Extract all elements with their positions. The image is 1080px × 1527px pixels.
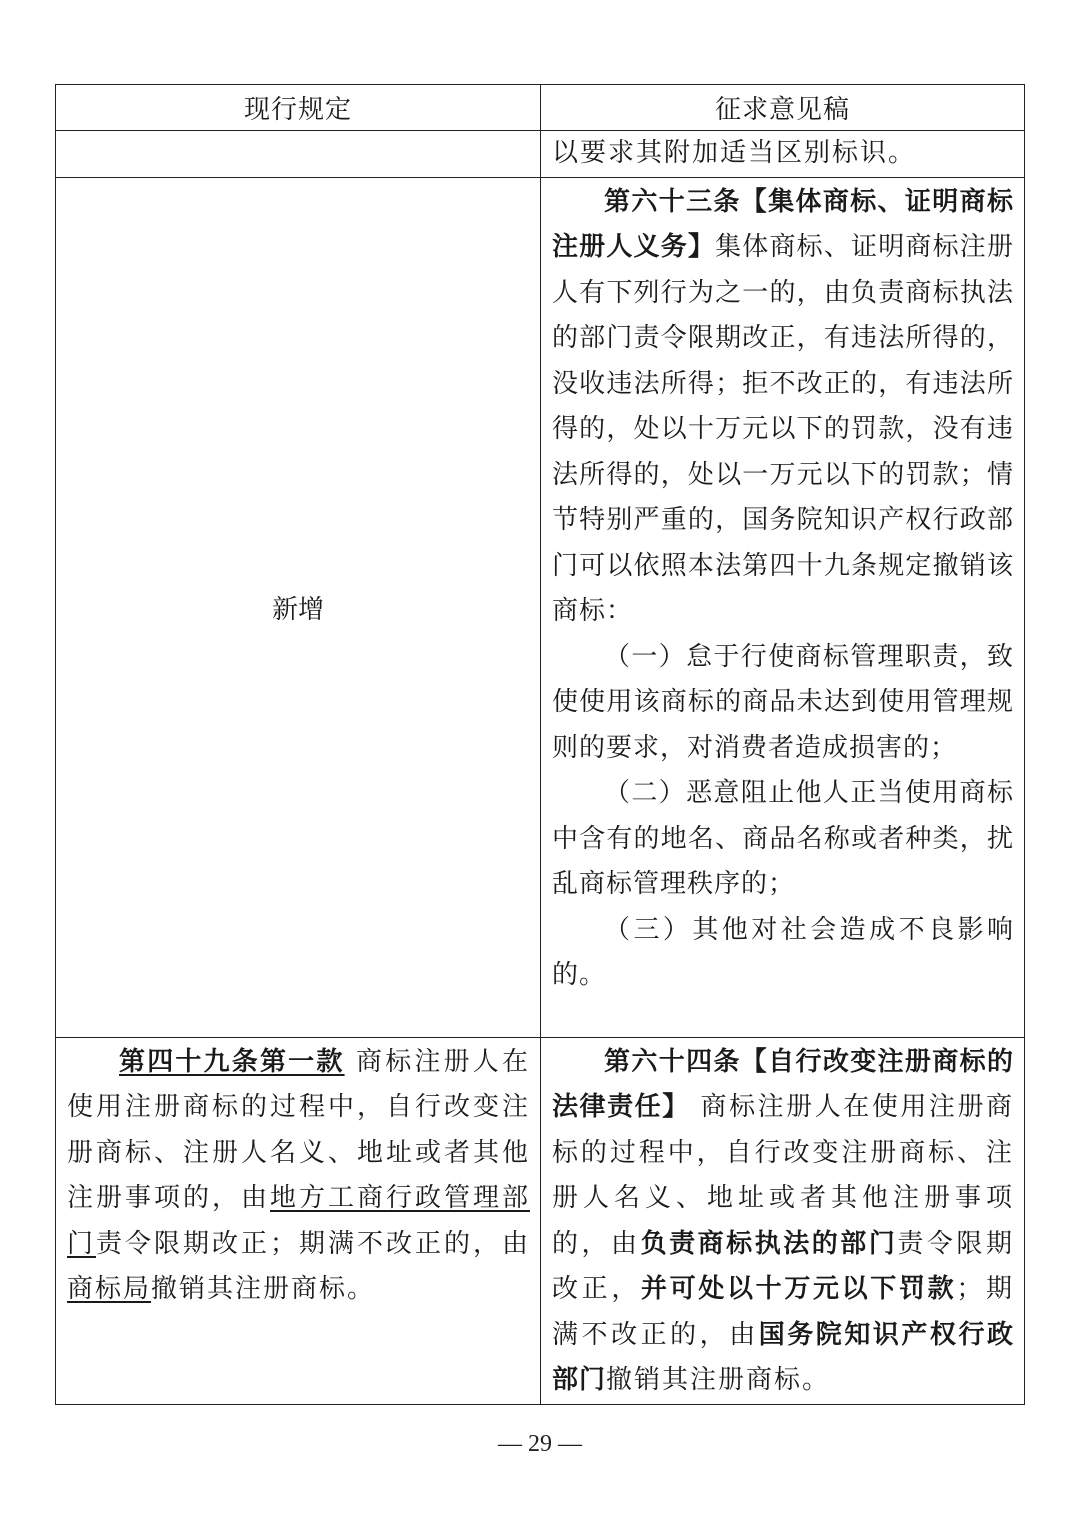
row3-left-cell xyxy=(56,1037,541,1404)
new-addition-label: 新增 xyxy=(271,594,324,625)
article-49-underlined-authority: 地方工商行政管理部门 xyxy=(67,1183,530,1259)
article-64-bold-department: 国务院知识产权行政部门 xyxy=(552,1319,1014,1395)
article-64-text-3: ；期满不改正的，由 xyxy=(552,1274,1014,1350)
article-63-body: 集体商标、证明商标注册人有下列行为之一的，由负责商标执法的部门责令限期改正，有违法所得的，没收违法所得；拒不改正的，有违法所得的，处以十万元以下的罚款，没有违法所得的，处以一万元以下的罚款；情节特别严重的，国务院知识产权行政部门可以依照本法第四十九条规定撤销该商标： xyxy=(552,232,1014,626)
article-64-text-4: 撤销其注册商标。 xyxy=(606,1365,831,1395)
row1-right-cell xyxy=(541,131,1025,178)
article-64-bold-authority: 负责商标执法的部门 xyxy=(640,1228,898,1259)
article-63-item-2: （二）恶意阻止他人正当使用商标中含有的地名、商品名称或者种类，扰乱商标管理秩序的； xyxy=(552,778,1014,899)
article-64-text-2: 责令限期改正， xyxy=(552,1228,1014,1304)
header-draft-for-comment: 征求意见稿 xyxy=(541,85,1025,131)
row2-right-cell xyxy=(541,177,1025,1037)
article-64-title: 第六十四条【自行改变注册商标的法律责任】 xyxy=(552,1046,1014,1122)
article-64-paragraph xyxy=(552,1040,1014,1404)
comparison-table xyxy=(55,84,1025,1405)
article-64-bold-fine: 并可处以十万元以下罚款 xyxy=(641,1274,957,1304)
row1-left-cell xyxy=(56,131,541,178)
article-49-lead: 第四十九条第一款 xyxy=(119,1046,345,1077)
row1-right-text: 以要求其附加适当区别标识。 xyxy=(552,138,917,168)
article-49-text-3: 撤销其注册商标。 xyxy=(151,1274,376,1304)
row2-left-cell xyxy=(56,177,541,1037)
article-63-item-1: （一）怠于行使商标管理职责，致使使用该商标的商品未达到使用管理规则的要求，对消费者造成损害的； xyxy=(552,641,1014,763)
article-49-underlined-office: 商标局 xyxy=(67,1274,152,1304)
article-64-text-1: 商标注册人在使用注册商标的过程中，自行改变注册商标、注册人名义、地址或者其他注册事项的，由 xyxy=(552,1092,1014,1259)
article-49-paragraph xyxy=(67,1040,530,1313)
article-49-text-1: 商标注册人在使用注册商标的过程中，自行改变注册商标、注册人名义、地址或者其他注册事项的，由 xyxy=(67,1046,530,1213)
article-63-title: 第六十三条【集体商标、证明商标注册人义务】 xyxy=(552,186,1014,262)
row3-right-cell xyxy=(541,1037,1025,1404)
article-63-item-3: （三）其他对社会造成不良影响的。 xyxy=(552,914,1014,990)
header-current-rules: 现行规定 xyxy=(56,85,541,131)
article-49-text-2: 责令限期改正；期满不改正的，由 xyxy=(96,1228,530,1259)
article-63-paragraph xyxy=(552,180,1014,635)
page-number: — 29 — xyxy=(498,1431,582,1457)
